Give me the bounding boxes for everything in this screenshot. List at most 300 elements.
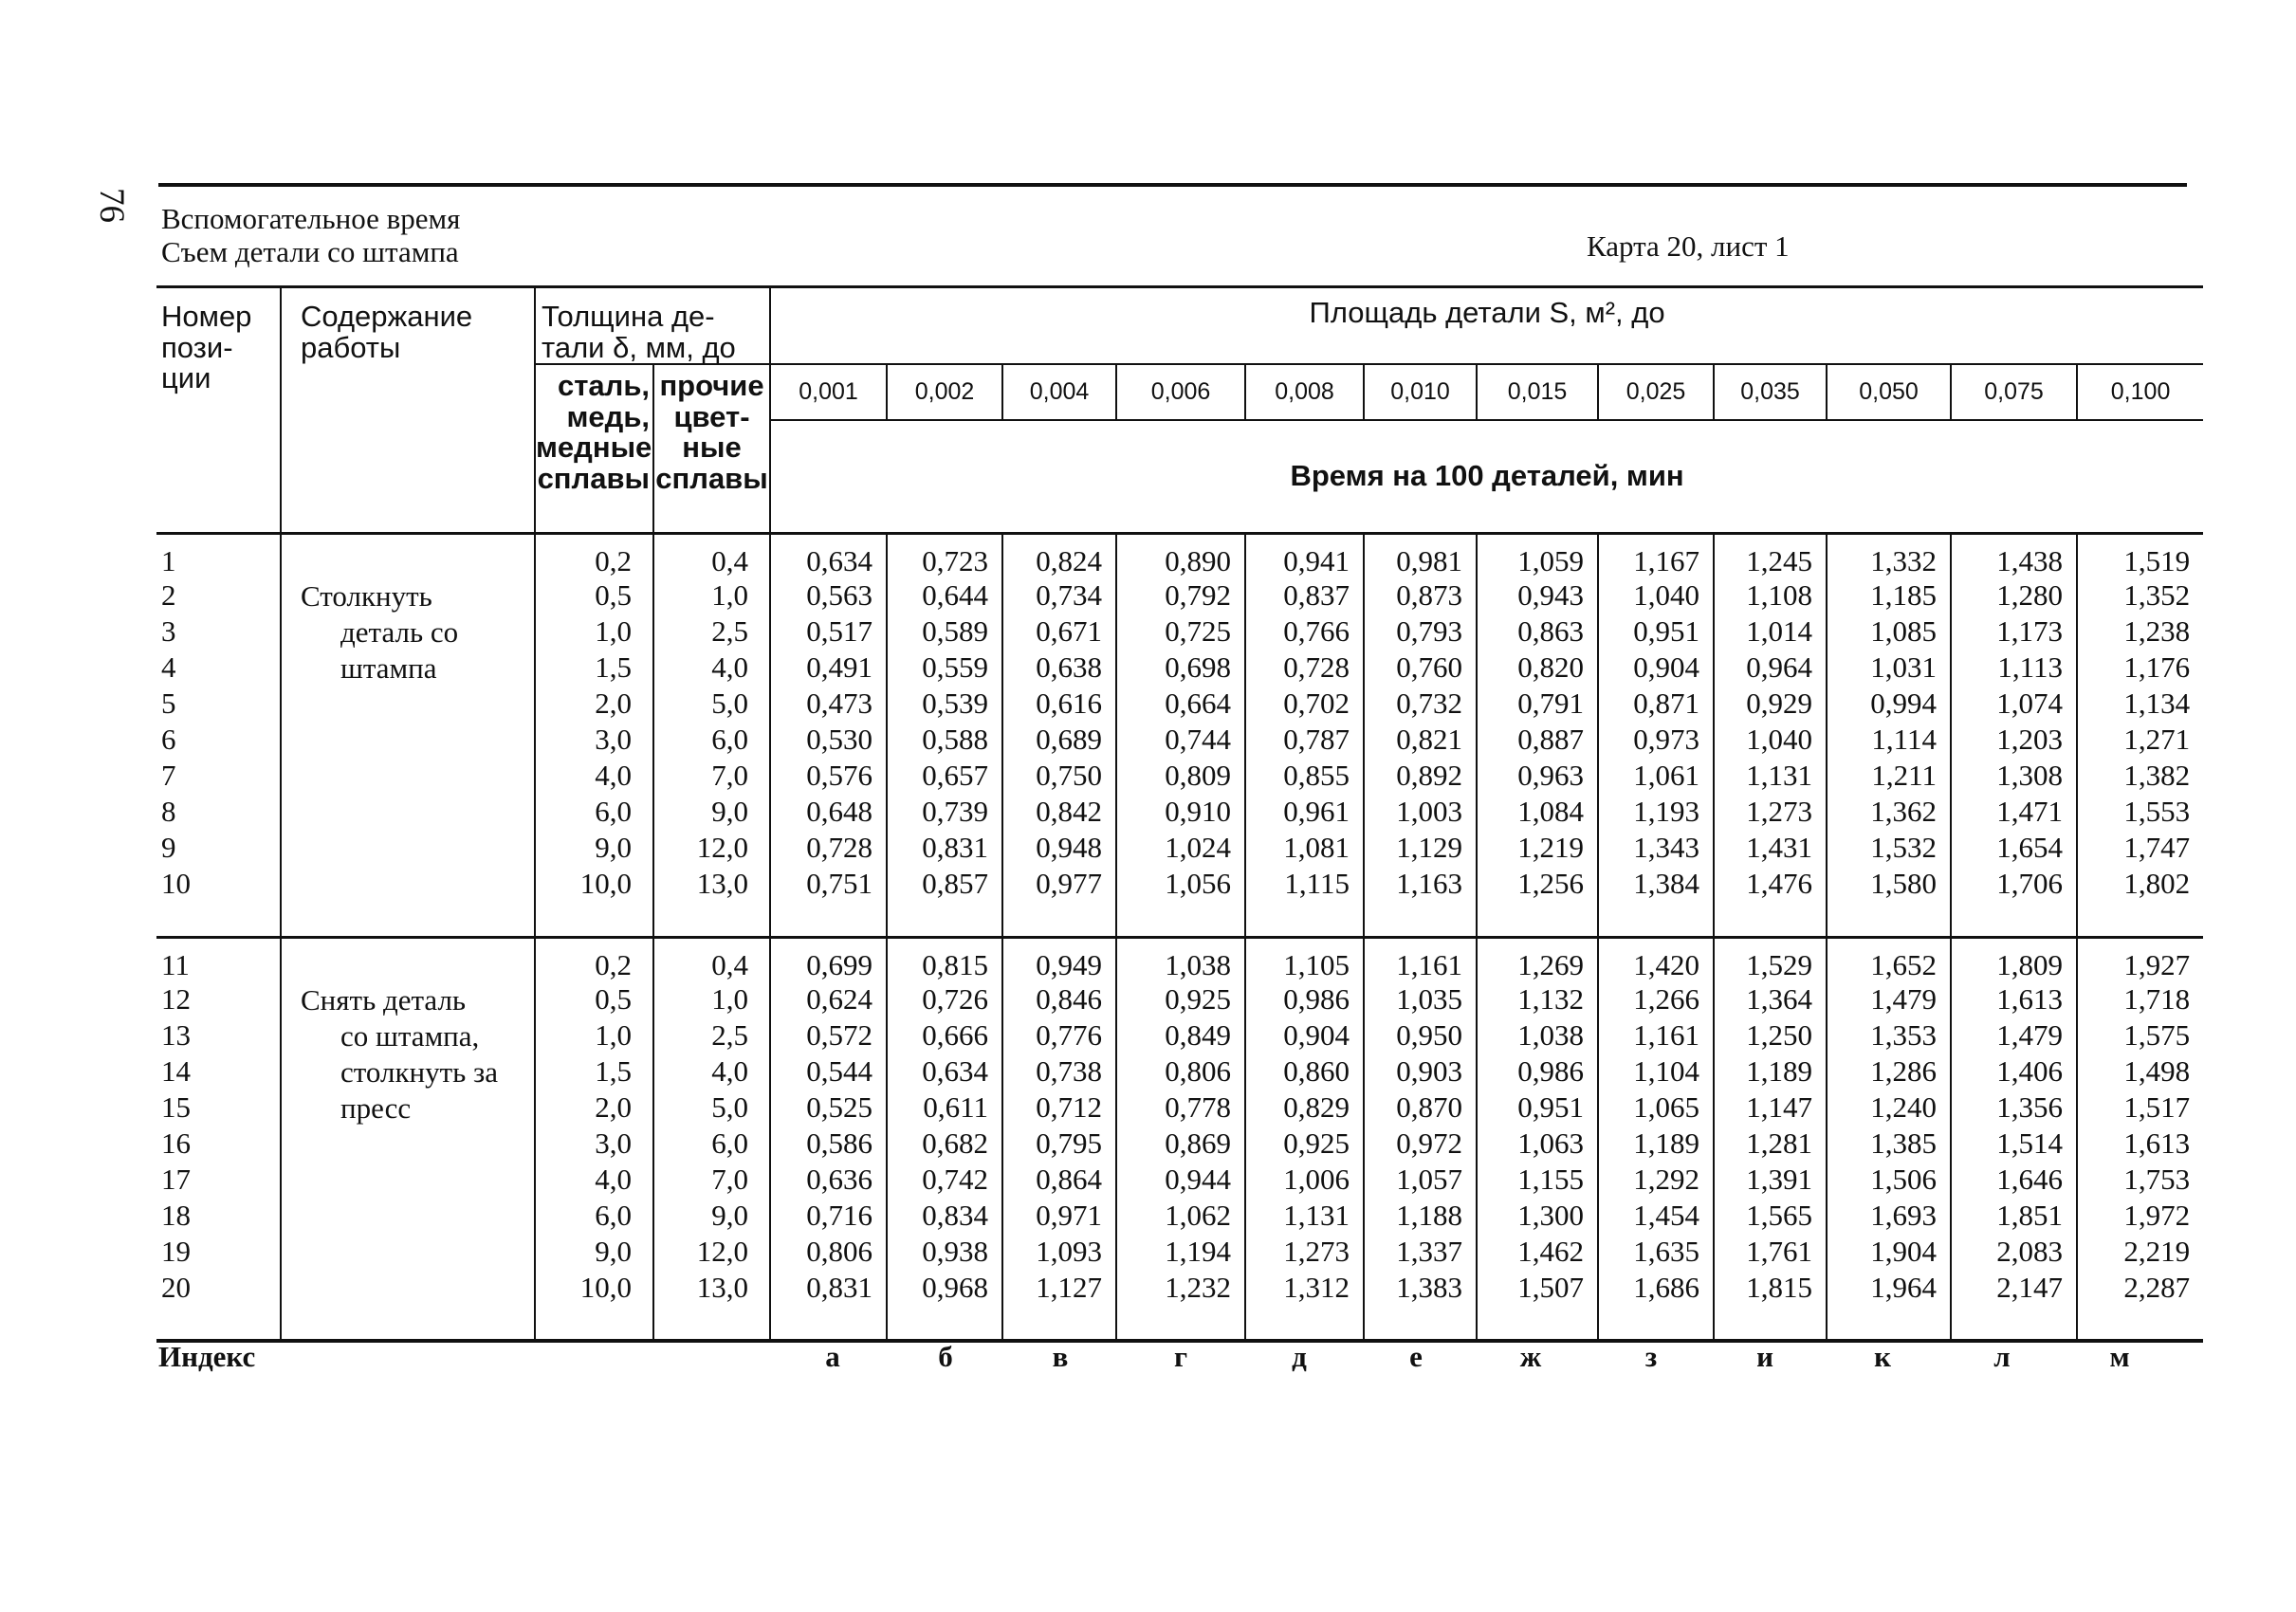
time-value-cell: 1,040 bbox=[1598, 578, 1714, 614]
time-value-cell: 1,194 bbox=[1116, 1235, 1245, 1271]
area-header-cell: 0,015 bbox=[1477, 364, 1598, 420]
time-value-cell: 1,686 bbox=[1598, 1271, 1714, 1341]
work-content-line: деталь со bbox=[340, 614, 459, 649]
time-value-cell: 0,572 bbox=[770, 1018, 887, 1054]
thickness-other-cell: 1,0 bbox=[653, 982, 770, 1018]
time-value-cell: 1,024 bbox=[1116, 831, 1245, 867]
thickness-steel-cell: 1,5 bbox=[535, 650, 653, 687]
time-value-cell: 0,732 bbox=[1364, 687, 1477, 723]
position-cell: 5 bbox=[156, 687, 281, 723]
area-header-cell: 0,100 bbox=[2077, 364, 2203, 420]
time-value-cell: 0,863 bbox=[1477, 614, 1598, 650]
time-value-cell: 1,553 bbox=[2123, 795, 2191, 829]
time-value-cell: 1,105 bbox=[1245, 937, 1364, 982]
table-row bbox=[156, 937, 2203, 982]
thickness-other-cell: 9,0 bbox=[653, 1199, 770, 1235]
time-value-cell: 0,815 bbox=[887, 937, 1002, 982]
work-content-line: столкнуть за bbox=[340, 1054, 499, 1089]
time-value-cell: 0,682 bbox=[887, 1127, 1002, 1163]
time-value-cell: 1,851 bbox=[1951, 1199, 2077, 1235]
time-value-cell: 0,824 bbox=[1002, 533, 1116, 578]
col-other-header: прочие цвет- ные сплавы bbox=[653, 364, 770, 533]
time-value-cell: 0,716 bbox=[770, 1199, 887, 1235]
time-value-cell: 1,031 bbox=[1827, 650, 1951, 687]
col-position-header: Номер пози- ции bbox=[156, 287, 281, 534]
time-value-cell: 0,904 bbox=[1245, 1018, 1364, 1054]
time-value-cell: 0,787 bbox=[1245, 723, 1364, 759]
time-value-cell: 0,698 bbox=[1116, 650, 1245, 687]
time-value-cell: 1,147 bbox=[1714, 1090, 1827, 1127]
time-value-cell: 0,837 bbox=[1245, 578, 1364, 614]
area-header-cell: 0,010 bbox=[1364, 364, 1477, 420]
time-value-cell: 1,132 bbox=[1477, 982, 1598, 1018]
time-value-cell: 0,941 bbox=[1245, 533, 1364, 578]
thickness-steel-cell: 0,5 bbox=[535, 982, 653, 1018]
time-value-cell: 1,273 bbox=[1245, 1235, 1364, 1271]
thickness-other-cell: 7,0 bbox=[653, 1163, 770, 1199]
work-content-line: Снять деталь bbox=[301, 982, 467, 1017]
time-value-cell: 0,831 bbox=[770, 1271, 887, 1341]
time-value-cell: 0,910 bbox=[1116, 795, 1245, 831]
time-value-cell: 1,176 bbox=[2123, 650, 2191, 685]
time-value-cell: 0,846 bbox=[1002, 982, 1116, 1018]
position-cell: 7 bbox=[156, 759, 281, 795]
time-value-cell: 0,657 bbox=[887, 759, 1002, 795]
time-value-cell: 0,873 bbox=[1364, 578, 1477, 614]
index-letter: д bbox=[1292, 1340, 1307, 1373]
time-value-cell: 1,134 bbox=[2123, 687, 2191, 721]
time-header: Время на 100 деталей, мин bbox=[770, 420, 2203, 533]
thickness-other-cell: 0,4 bbox=[653, 937, 770, 982]
time-value-cell: 1,438 bbox=[1951, 533, 2077, 578]
position-cell: 10 bbox=[156, 867, 281, 937]
time-value-cell: 0,699 bbox=[770, 937, 887, 982]
time-value-cell: 0,525 bbox=[770, 1090, 887, 1127]
page-number: 76 bbox=[92, 188, 131, 223]
thickness-steel-cell: 2,0 bbox=[535, 687, 653, 723]
thickness-other-cell: 1,0 bbox=[653, 578, 770, 614]
thickness-other-cell: 7,0 bbox=[653, 759, 770, 795]
time-value-cell: 0,517 bbox=[770, 614, 887, 650]
area-header-cell: 0,002 bbox=[887, 364, 1002, 420]
thickness-steel-cell: 0,5 bbox=[535, 578, 653, 614]
time-value-cell: 1,353 bbox=[1827, 1018, 1951, 1054]
time-value-cell: 0,559 bbox=[887, 650, 1002, 687]
time-value-cell: 0,589 bbox=[887, 614, 1002, 650]
time-value-cell: 1,003 bbox=[1364, 795, 1477, 831]
thickness-steel-cell: 1,0 bbox=[535, 1018, 653, 1054]
thickness-other-cell: 2,5 bbox=[653, 614, 770, 650]
time-value-cell: 2,219 bbox=[2123, 1235, 2191, 1269]
time-value-cell: 1,384 bbox=[1598, 867, 1714, 937]
time-value-cell: 1,300 bbox=[1477, 1199, 1598, 1235]
time-value-cell: 0,795 bbox=[1002, 1127, 1116, 1163]
time-value-cell: 1,471 bbox=[1951, 795, 2077, 831]
time-value-cell: 0,857 bbox=[887, 867, 1002, 937]
time-value-cell: 1,057 bbox=[1364, 1163, 1477, 1199]
time-value-cell: 0,831 bbox=[887, 831, 1002, 867]
time-value-cell: 0,973 bbox=[1598, 723, 1714, 759]
time-value-cell: 1,391 bbox=[1714, 1163, 1827, 1199]
time-value-cell: 1,093 bbox=[1002, 1235, 1116, 1271]
time-value-cell: 1,040 bbox=[1714, 723, 1827, 759]
time-value-cell: 1,167 bbox=[1598, 533, 1714, 578]
time-value-cell: 1,219 bbox=[1477, 831, 1598, 867]
position-cell: 1 bbox=[156, 533, 281, 578]
time-value-cell: 0,666 bbox=[887, 1018, 1002, 1054]
position-cell: 17 bbox=[156, 1163, 281, 1199]
time-value-cell: 1,519 bbox=[2123, 543, 2191, 577]
time-value-cell: 1,652 bbox=[1827, 937, 1951, 982]
time-value-cell: 0,870 bbox=[1364, 1090, 1477, 1127]
thickness-other-cell: 4,0 bbox=[653, 1054, 770, 1090]
time-value-cell: 0,778 bbox=[1116, 1090, 1245, 1127]
index-letter: з bbox=[1644, 1340, 1658, 1373]
time-value-cell: 1,280 bbox=[1951, 578, 2077, 614]
table-header bbox=[156, 287, 2203, 534]
time-value-cell: 0,539 bbox=[887, 687, 1002, 723]
position-cell: 9 bbox=[156, 831, 281, 867]
time-value-cell: 0,950 bbox=[1364, 1018, 1477, 1054]
thickness-steel-cell: 10,0 bbox=[535, 867, 653, 937]
time-value-cell: 0,951 bbox=[1477, 1090, 1598, 1127]
time-value-cell: 0,929 bbox=[1714, 687, 1827, 723]
time-value-cell: 1,654 bbox=[1951, 831, 2077, 867]
time-value-cell: 1,506 bbox=[1827, 1163, 1951, 1199]
time-value-cell: 2,287 bbox=[2077, 1271, 2203, 1341]
time-value-cell: 0,760 bbox=[1364, 650, 1477, 687]
position-cell: 14 bbox=[156, 1054, 281, 1090]
index-label: Индекс bbox=[158, 1340, 256, 1373]
time-value-cell: 1,059 bbox=[1477, 533, 1598, 578]
time-value-cell: 1,256 bbox=[1477, 867, 1598, 937]
time-value-cell: 0,842 bbox=[1002, 795, 1116, 831]
time-value-cell: 0,961 bbox=[1245, 795, 1364, 831]
time-value-cell: 0,938 bbox=[887, 1235, 1002, 1271]
thickness-steel-cell: 9,0 bbox=[535, 831, 653, 867]
time-value-cell: 0,638 bbox=[1002, 650, 1116, 687]
time-value-cell: 1,281 bbox=[1714, 1127, 1827, 1163]
thickness-other-cell: 5,0 bbox=[653, 687, 770, 723]
time-value-cell: 1,085 bbox=[1827, 614, 1951, 650]
time-value-cell: 1,613 bbox=[2123, 1127, 2191, 1161]
time-value-cell: 1,240 bbox=[1827, 1090, 1951, 1127]
time-value-cell: 1,514 bbox=[1951, 1127, 2077, 1163]
time-value-cell: 1,753 bbox=[2123, 1163, 2191, 1197]
time-value-cell: 1,706 bbox=[1951, 867, 2077, 937]
time-value-cell: 0,728 bbox=[1245, 650, 1364, 687]
index-letter: в bbox=[1052, 1340, 1069, 1373]
time-value-cell: 1,646 bbox=[1951, 1163, 2077, 1199]
time-value-cell: 1,529 bbox=[1714, 937, 1827, 982]
position-cell: 6 bbox=[156, 723, 281, 759]
thickness-steel-cell: 0,2 bbox=[535, 533, 653, 578]
time-value-cell: 0,925 bbox=[1116, 982, 1245, 1018]
time-value-cell: 0,728 bbox=[770, 831, 887, 867]
time-value-cell: 1,185 bbox=[1827, 578, 1951, 614]
time-value-cell: 1,286 bbox=[1827, 1054, 1951, 1090]
time-value-cell: 1,343 bbox=[1598, 831, 1714, 867]
table-row bbox=[156, 533, 2203, 578]
work-content-line: Столкнуть bbox=[301, 578, 432, 613]
time-value-cell: 0,664 bbox=[1116, 687, 1245, 723]
thickness-steel-cell: 1,5 bbox=[535, 1054, 653, 1090]
index-letter: г bbox=[1173, 1340, 1188, 1373]
time-value-cell: 1,362 bbox=[1827, 795, 1951, 831]
index-letter: м bbox=[2109, 1340, 2130, 1373]
time-value-cell: 0,563 bbox=[770, 578, 887, 614]
time-value-cell: 1,238 bbox=[2123, 614, 2191, 649]
position-cell: 2 bbox=[156, 578, 281, 614]
time-value-cell: 1,312 bbox=[1245, 1271, 1364, 1341]
thickness-steel-cell: 4,0 bbox=[535, 1163, 653, 1199]
time-value-cell: 0,751 bbox=[770, 867, 887, 937]
time-value-cell: 0,491 bbox=[770, 650, 887, 687]
time-value-cell: 0,671 bbox=[1002, 614, 1116, 650]
time-value-cell: 1,383 bbox=[1364, 1271, 1477, 1341]
time-value-cell: 0,972 bbox=[1364, 1127, 1477, 1163]
time-value-cell: 0,890 bbox=[1116, 533, 1245, 578]
time-value-cell: 1,081 bbox=[1245, 831, 1364, 867]
time-value-cell: 0,986 bbox=[1477, 1054, 1598, 1090]
time-value-cell: 1,479 bbox=[1951, 1018, 2077, 1054]
thickness-steel-cell: 0,2 bbox=[535, 937, 653, 982]
time-value-cell: 1,131 bbox=[1245, 1199, 1364, 1235]
time-value-cell: 0,925 bbox=[1245, 1127, 1364, 1163]
index-letter: и bbox=[1756, 1340, 1773, 1373]
position-cell: 12 bbox=[156, 982, 281, 1018]
time-value-cell: 1,815 bbox=[1714, 1271, 1827, 1341]
time-value-cell: 1,038 bbox=[1116, 937, 1245, 982]
group-1-body bbox=[156, 533, 2203, 937]
time-value-cell: 1,308 bbox=[1951, 759, 2077, 795]
time-value-cell: 1,108 bbox=[1714, 578, 1827, 614]
time-value-cell: 1,163 bbox=[1364, 867, 1477, 937]
time-value-cell: 1,161 bbox=[1364, 937, 1477, 982]
time-value-cell: 1,273 bbox=[1714, 795, 1827, 831]
time-value-cell: 1,802 bbox=[2077, 867, 2203, 937]
time-value-cell: 1,193 bbox=[1598, 795, 1714, 831]
time-value-cell: 0,530 bbox=[770, 723, 887, 759]
thickness-steel-cell: 4,0 bbox=[535, 759, 653, 795]
time-value-cell: 1,927 bbox=[2123, 947, 2191, 981]
time-value-cell: 0,616 bbox=[1002, 687, 1116, 723]
index-letter: к bbox=[1874, 1340, 1891, 1373]
time-value-cell: 1,809 bbox=[1951, 937, 2077, 982]
group-2-body bbox=[156, 937, 2203, 1341]
time-value-cell: 0,904 bbox=[1598, 650, 1714, 687]
index-letter: е bbox=[1409, 1340, 1423, 1373]
thickness-other-cell: 5,0 bbox=[653, 1090, 770, 1127]
time-value-cell: 1,718 bbox=[2123, 982, 2191, 1017]
time-value-cell: 1,173 bbox=[1951, 614, 2077, 650]
position-cell: 11 bbox=[156, 937, 281, 982]
position-cell: 18 bbox=[156, 1199, 281, 1235]
time-value-cell: 1,406 bbox=[1951, 1054, 2077, 1090]
time-value-cell: 1,006 bbox=[1245, 1163, 1364, 1199]
time-value-cell: 0,903 bbox=[1364, 1054, 1477, 1090]
time-value-cell: 1,532 bbox=[1827, 831, 1951, 867]
time-value-cell: 0,944 bbox=[1116, 1163, 1245, 1199]
thickness-steel-cell: 6,0 bbox=[535, 795, 653, 831]
time-value-cell: 1,188 bbox=[1364, 1199, 1477, 1235]
time-value-cell: 0,892 bbox=[1364, 759, 1477, 795]
thickness-steel-cell: 10,0 bbox=[535, 1271, 653, 1341]
position-cell: 4 bbox=[156, 650, 281, 687]
time-value-cell: 0,544 bbox=[770, 1054, 887, 1090]
time-value-cell: 0,744 bbox=[1116, 723, 1245, 759]
thickness-steel-cell: 3,0 bbox=[535, 1127, 653, 1163]
time-value-cell: 1,189 bbox=[1598, 1127, 1714, 1163]
thickness-other-cell: 6,0 bbox=[653, 723, 770, 759]
time-value-cell: 1,250 bbox=[1714, 1018, 1827, 1054]
time-value-cell: 1,747 bbox=[2123, 831, 2191, 865]
time-value-cell: 0,742 bbox=[887, 1163, 1002, 1199]
time-value-cell: 1,420 bbox=[1598, 937, 1714, 982]
time-value-cell: 0,611 bbox=[887, 1090, 1002, 1127]
thickness-steel-cell: 3,0 bbox=[535, 723, 653, 759]
time-value-cell: 1,575 bbox=[2123, 1018, 2191, 1053]
header-subtitle: Съем детали со штампа bbox=[161, 235, 459, 268]
time-value-cell: 0,702 bbox=[1245, 687, 1364, 723]
time-value-cell: 1,479 bbox=[1827, 982, 1951, 1018]
work-content-line: штампа bbox=[340, 650, 437, 685]
norms-table bbox=[156, 285, 2203, 1343]
time-value-cell: 0,821 bbox=[1364, 723, 1477, 759]
time-value-cell: 0,473 bbox=[770, 687, 887, 723]
time-value-cell: 2,147 bbox=[1951, 1271, 2077, 1341]
time-value-cell: 1,131 bbox=[1714, 759, 1827, 795]
time-value-cell: 1,693 bbox=[1827, 1199, 1951, 1235]
time-value-cell: 0,712 bbox=[1002, 1090, 1116, 1127]
time-value-cell: 0,576 bbox=[770, 759, 887, 795]
time-value-cell: 1,115 bbox=[1245, 867, 1364, 937]
position-cell: 3 bbox=[156, 614, 281, 650]
time-value-cell: 0,971 bbox=[1002, 1199, 1116, 1235]
thickness-other-cell: 2,5 bbox=[653, 1018, 770, 1054]
time-value-cell: 1,271 bbox=[2123, 723, 2191, 757]
position-cell: 15 bbox=[156, 1090, 281, 1127]
time-value-cell: 1,431 bbox=[1714, 831, 1827, 867]
time-value-cell: 0,943 bbox=[1477, 578, 1598, 614]
area-header-cell: 0,004 bbox=[1002, 364, 1116, 420]
header-title: Вспомогательное время bbox=[161, 202, 461, 235]
time-value-cell: 0,734 bbox=[1002, 578, 1116, 614]
area-header: Площадь детали S, м², до bbox=[770, 287, 2203, 365]
card-label: Карта 20, лист 1 bbox=[1587, 229, 1790, 263]
time-value-cell: 1,063 bbox=[1477, 1127, 1598, 1163]
time-value-cell: 1,972 bbox=[2123, 1199, 2191, 1233]
thickness-other-cell: 9,0 bbox=[653, 795, 770, 831]
work-content-line: пресс bbox=[340, 1090, 412, 1125]
time-value-cell: 1,113 bbox=[1951, 650, 2077, 687]
area-header-cell: 0,006 bbox=[1116, 364, 1245, 420]
time-value-cell: 0,986 bbox=[1245, 982, 1364, 1018]
time-value-cell: 1,352 bbox=[2123, 578, 2191, 613]
time-value-cell: 0,588 bbox=[887, 723, 1002, 759]
time-value-cell: 1,761 bbox=[1714, 1235, 1827, 1271]
time-value-cell: 1,332 bbox=[1827, 533, 1951, 578]
time-value-cell: 0,634 bbox=[770, 533, 887, 578]
time-value-cell: 0,766 bbox=[1245, 614, 1364, 650]
time-value-cell: 1,613 bbox=[1951, 982, 2077, 1018]
time-value-cell: 1,189 bbox=[1714, 1054, 1827, 1090]
time-value-cell: 1,211 bbox=[1827, 759, 1951, 795]
index-letter: л bbox=[1993, 1340, 2011, 1373]
thickness-other-cell: 13,0 bbox=[653, 1271, 770, 1341]
thickness-other-cell: 12,0 bbox=[653, 1235, 770, 1271]
index-letter: ж bbox=[1519, 1340, 1542, 1373]
time-value-cell: 1,035 bbox=[1364, 982, 1477, 1018]
time-value-cell: 1,364 bbox=[1714, 982, 1827, 1018]
work-content-cell bbox=[281, 937, 535, 1341]
time-value-cell: 0,586 bbox=[770, 1127, 887, 1163]
time-value-cell: 0,792 bbox=[1116, 578, 1245, 614]
time-value-cell: 1,114 bbox=[1827, 723, 1951, 759]
time-value-cell: 0,793 bbox=[1364, 614, 1477, 650]
time-value-cell: 2,083 bbox=[1951, 1235, 2077, 1271]
thickness-other-cell: 12,0 bbox=[653, 831, 770, 867]
time-value-cell: 1,454 bbox=[1598, 1199, 1714, 1235]
time-value-cell: 0,806 bbox=[1116, 1054, 1245, 1090]
time-value-cell: 1,232 bbox=[1116, 1271, 1245, 1341]
time-value-cell: 0,726 bbox=[887, 982, 1002, 1018]
col-steel-header: сталь, медь, медные сплавы bbox=[535, 364, 653, 533]
thickness-other-cell: 13,0 bbox=[653, 867, 770, 937]
time-value-cell: 0,829 bbox=[1245, 1090, 1364, 1127]
time-value-cell: 1,155 bbox=[1477, 1163, 1598, 1199]
time-value-cell: 0,834 bbox=[887, 1199, 1002, 1235]
time-value-cell: 1,292 bbox=[1598, 1163, 1714, 1199]
index-letter: а bbox=[825, 1340, 840, 1373]
time-value-cell: 0,849 bbox=[1116, 1018, 1245, 1054]
time-value-cell: 0,977 bbox=[1002, 867, 1116, 937]
position-cell: 20 bbox=[156, 1271, 281, 1341]
position-cell: 19 bbox=[156, 1235, 281, 1271]
time-value-cell: 0,855 bbox=[1245, 759, 1364, 795]
time-value-cell: 1,074 bbox=[1951, 687, 2077, 723]
time-value-cell: 1,127 bbox=[1002, 1271, 1116, 1341]
time-value-cell: 1,904 bbox=[1827, 1235, 1951, 1271]
time-value-cell: 1,084 bbox=[1477, 795, 1598, 831]
time-value-cell: 1,356 bbox=[1951, 1090, 2077, 1127]
time-value-cell: 0,648 bbox=[770, 795, 887, 831]
time-value-cell: 0,981 bbox=[1364, 533, 1477, 578]
time-value-cell: 1,382 bbox=[2123, 759, 2191, 793]
time-value-cell: 0,725 bbox=[1116, 614, 1245, 650]
time-value-cell: 1,580 bbox=[1827, 867, 1951, 937]
time-value-cell: 0,634 bbox=[887, 1054, 1002, 1090]
time-value-cell: 1,203 bbox=[1951, 723, 2077, 759]
index-letter: б bbox=[938, 1340, 953, 1373]
area-header-cell: 0,050 bbox=[1827, 364, 1951, 420]
time-value-cell: 0,820 bbox=[1477, 650, 1598, 687]
time-value-cell: 0,791 bbox=[1477, 687, 1598, 723]
col-content-header: Содержание работы bbox=[281, 287, 535, 534]
position-cell: 16 bbox=[156, 1127, 281, 1163]
time-value-cell: 1,266 bbox=[1598, 982, 1714, 1018]
time-value-cell: 0,951 bbox=[1598, 614, 1714, 650]
thickness-steel-cell: 6,0 bbox=[535, 1199, 653, 1235]
work-content-cell bbox=[281, 533, 535, 937]
time-value-cell: 1,161 bbox=[1598, 1018, 1714, 1054]
area-header-cell: 0,008 bbox=[1245, 364, 1364, 420]
thickness-steel-cell: 9,0 bbox=[535, 1235, 653, 1271]
time-value-cell: 0,723 bbox=[887, 533, 1002, 578]
time-value-cell: 0,869 bbox=[1116, 1127, 1245, 1163]
time-value-cell: 1,061 bbox=[1598, 759, 1714, 795]
thickness-other-cell: 6,0 bbox=[653, 1127, 770, 1163]
